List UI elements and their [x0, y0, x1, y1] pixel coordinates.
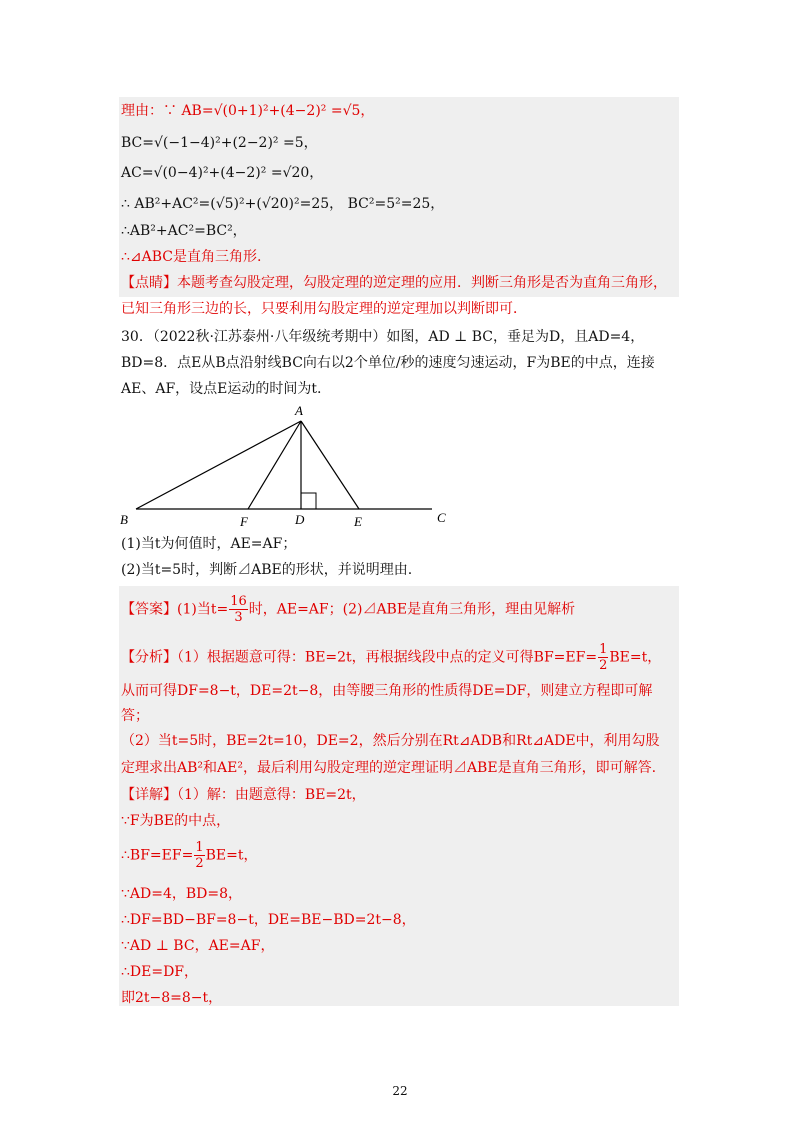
answer-fraction: $\frac{16}{3}$ [230, 594, 247, 625]
question-1: (1)当t为何值时，AE=AF； [121, 536, 297, 552]
problem-line-1: 30．（2022秋·江苏泰州·八年级统考期中）如图，AD ⊥ BC，垂足为D，且AD=4， [121, 329, 645, 345]
detail-line-3: ∴BF=EF= $\frac{1}{2}$ BE=t， [121, 840, 258, 871]
analysis-fraction: $\frac{1}{2}$ [599, 642, 608, 673]
analysis-line-1: 【分析】（1）根据题意可得：BE=2t，再根据线段中点的定义可得BF=EF= $\frac{1}{2}$ BE=t， [121, 642, 662, 673]
label-e: E [354, 514, 362, 529]
analysis-line-4: （2）当t=5时，BE=2t=10，DE=2，然后分别在Rt⊿ADB和Rt⊿ADE中，利用勾股 [121, 733, 660, 749]
right-angle-mark [301, 493, 316, 509]
line-af [248, 421, 301, 509]
problem-line-3: AE、AF，设点E运动的时间为t. [121, 381, 322, 397]
triangle-figure [110, 400, 470, 530]
page-number: 22 [392, 1084, 408, 1098]
label-b: B [120, 512, 128, 527]
line-ae [301, 421, 359, 509]
key-point-line-2: 已知三角形三边的长，只要利用勾股定理的逆定理加以判断即可． [121, 301, 527, 317]
line-ab [136, 421, 301, 509]
detail-line-7: ∴DE=DF， [121, 964, 199, 980]
reason-line-conclusion: ∴⊿ABC是直角三角形. [121, 249, 262, 265]
reason-line-bc: BC=√(−1−4)²+(2−2)² =5， [121, 135, 318, 151]
answer-line: 【答案】(1)当t= $\frac{16}{3}$ 时，AE=AF；(2)⊿ABE是直角三角形，理由见解析 [121, 594, 576, 625]
analysis-line-3: 答； [121, 708, 149, 724]
reason-line-ab: 理由：∵ AB=√(0+1)²+(4−2)² =√5， [121, 103, 375, 119]
reason-line-sum: ∴ AB²+AC²=(√5)²+(√20)²=25， BC²=5²=25， [121, 196, 445, 212]
analysis-line-5: 定理求出AB²和AE²，最后利用勾股定理的逆定理证明⊿ABE是直角三角形，即可解答. [121, 760, 657, 776]
detail-line-4: ∵AD=4，BD=8， [121, 886, 243, 902]
reason-line-ac: AC=√(0−4)²+(4−2)² =√20， [121, 165, 324, 181]
detail-line-2: ∵F为BE的中点， [121, 813, 231, 829]
reason-line-equal: ∴AB²+AC²=BC²， [121, 223, 247, 239]
detail-fraction: $\frac{1}{2}$ [195, 840, 204, 871]
detail-line-6: ∵AD ⊥ BC，AE=AF， [121, 938, 275, 954]
detail-line-8: 即2t−8=8−t， [121, 990, 223, 1006]
label-f: F [240, 514, 248, 529]
key-point-line-1: 【点睛】本题考查勾股定理，勾股定理的逆定理的应用．判断三角形是否为直角三角形， [121, 275, 667, 291]
label-c: C [437, 510, 446, 525]
label-d: D [295, 512, 305, 527]
problem-line-2: BD=8．点E从B点沿射线BC向右以2个单位/秒的速度匀速运动，F为BE的中点，连接 [121, 355, 655, 371]
detail-line-1: 【详解】（1）解：由题意得：BE=2t， [121, 787, 366, 803]
label-a: A [295, 403, 303, 418]
analysis-line-2: 从而可得DF=8−t，DE=2t−8，由等腰三角形的性质得DE=DF，则建立方程即可解 [121, 683, 653, 699]
detail-line-5: ∴DF=BD−BF=8−t，DE=BE−BD=2t−8， [121, 912, 416, 928]
question-2: (2)当t=5时，判断⊿ABE的形状，并说明理由. [121, 562, 413, 578]
